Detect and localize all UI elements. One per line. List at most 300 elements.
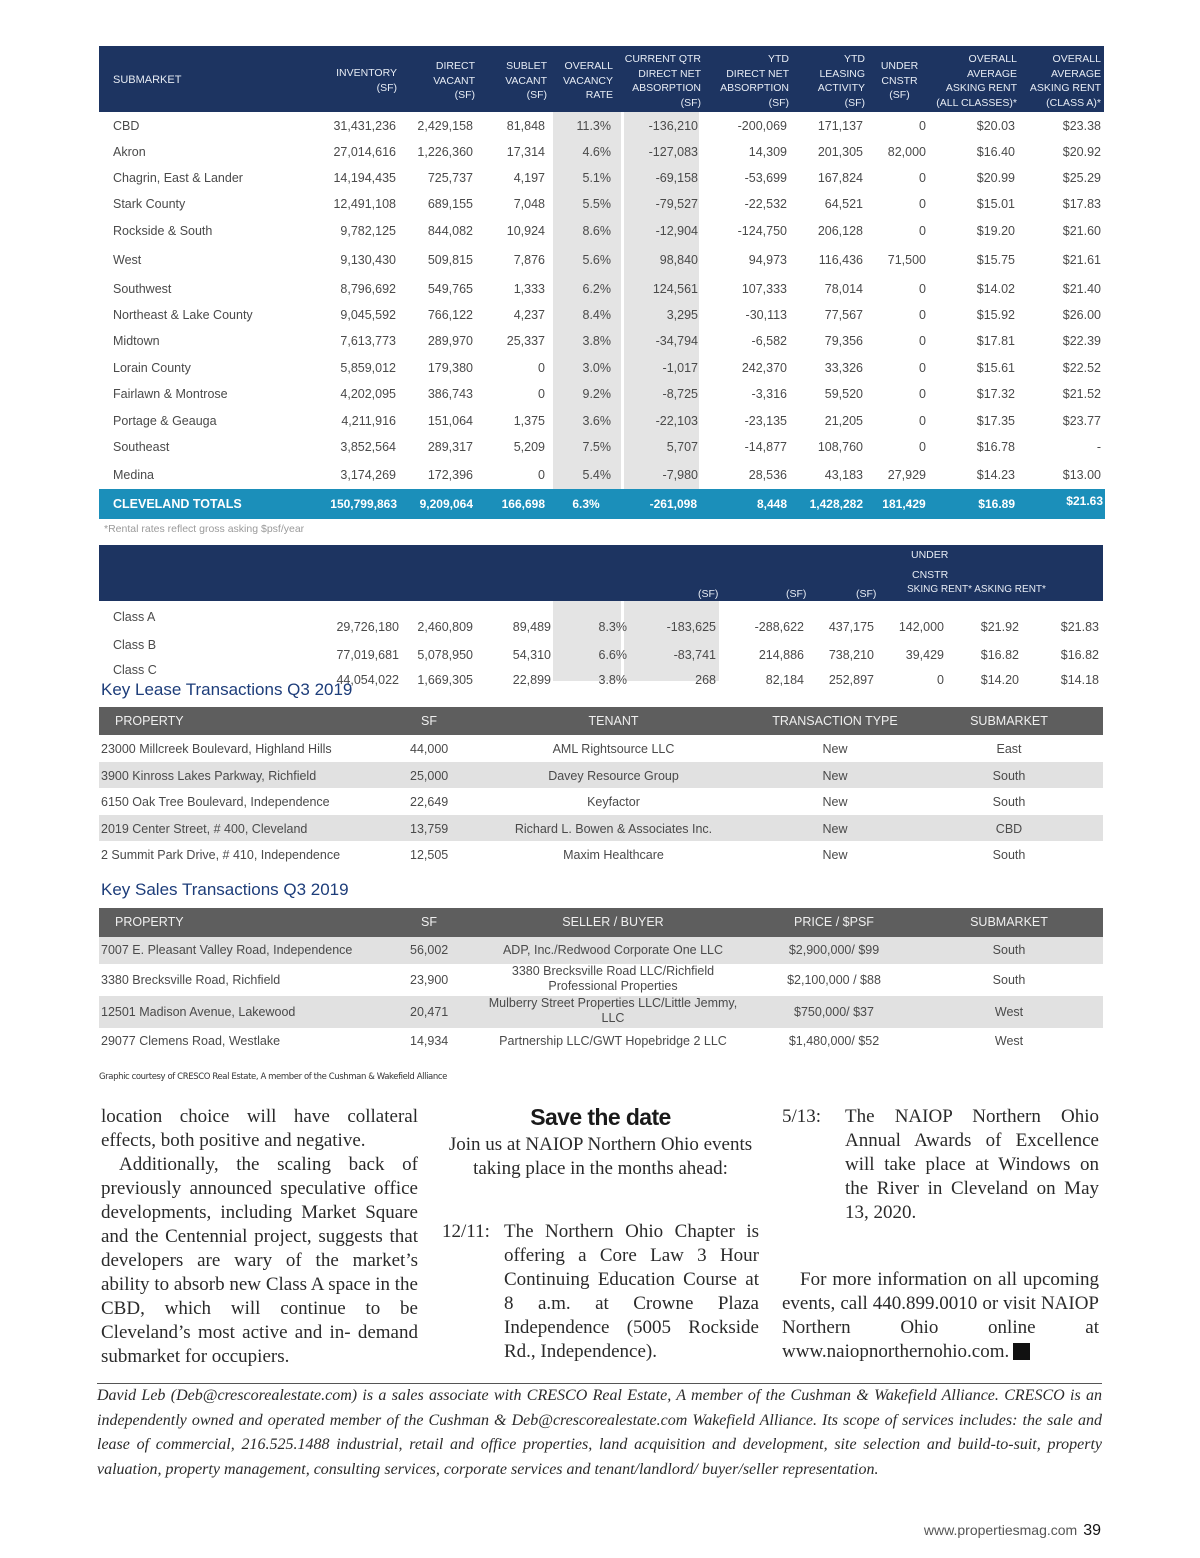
lease-row — [99, 762, 1103, 788]
sales-price: $2,900,000/ $99 — [788, 943, 880, 957]
submarket-under-cnstr: 82,000 — [887, 145, 926, 159]
lease-sf: 44,000 — [410, 742, 449, 756]
submarket-inventory: 7,613,773 — [340, 334, 396, 348]
class-name: Class A — [113, 610, 156, 624]
submarket-vacancy: 8.6% — [582, 224, 611, 238]
submarket-under-cnstr: 0 — [919, 387, 926, 401]
submarket-ytd-absorption: -23,135 — [744, 414, 787, 428]
submarket-rent-class-a: $17.83 — [1062, 197, 1101, 211]
submarket-under-cnstr: 0 — [919, 224, 926, 238]
submarket-rent-all: $20.99 — [976, 171, 1015, 185]
submarket-vacancy: 5.1% — [582, 171, 611, 185]
lease-type: New — [822, 795, 848, 809]
totals-rent-all: $16.89 — [978, 497, 1015, 511]
submarket-direct-vacant: 179,380 — [427, 361, 473, 375]
class-current-qtr: 268 — [695, 673, 716, 687]
lease-submarket: South — [992, 848, 1026, 862]
lease-type: New — [822, 848, 848, 862]
class-table-header — [99, 545, 1103, 601]
submarket-rent-class-a: $22.39 — [1062, 334, 1101, 348]
submarket-rent-class-a: $21.52 — [1062, 387, 1101, 401]
lease-sf: 22,649 — [410, 795, 449, 809]
lease-tenant: AML Rightsource LLC — [552, 742, 675, 756]
sales-seller-buyer: ADP, Inc./Redwood Corporate One LLC — [502, 943, 724, 957]
submarket-sublet-vacant: 81,848 — [506, 119, 545, 133]
lease-row — [99, 788, 1103, 814]
submarket-vacancy: 5.6% — [582, 253, 611, 267]
class-row — [99, 604, 1104, 634]
footer-url[interactable]: www.propertiesmag.com — [923, 1522, 1078, 1538]
submarket-ytd-leasing: 78,014 — [824, 282, 863, 296]
class-rent-class-a: $21.83 — [1060, 620, 1099, 634]
submarket-sublet-vacant: 4,237 — [513, 308, 545, 322]
submarket-rent-all: $14.23 — [976, 468, 1015, 482]
sales-header-price: PRICE / $PSF — [794, 915, 874, 929]
class-row — [99, 632, 1104, 662]
class-vacancy: 3.8% — [598, 673, 627, 687]
lease-table-header — [99, 707, 1103, 735]
header-inventory: INVENTORY (SF) — [336, 67, 397, 94]
lease-type: New — [822, 742, 848, 756]
sales-header-submarket: SUBMARKET — [970, 915, 1048, 929]
submarket-ytd-absorption: 14,309 — [748, 145, 787, 159]
submarket-row — [99, 218, 1104, 244]
submarket-ytd-leasing: 167,824 — [817, 171, 863, 185]
sales-table-header — [99, 908, 1103, 937]
submarket-inventory: 5,859,012 — [340, 361, 396, 375]
submarket-sublet-vacant: 7,048 — [513, 197, 545, 211]
submarket-row — [99, 408, 1104, 434]
submarket-name: Southwest — [113, 282, 172, 296]
submarket-current-qtr: -12,904 — [655, 224, 698, 238]
header-sublet-vacant: SUBLET VACANT (SF) — [505, 60, 547, 101]
article-column-left — [101, 1105, 418, 1369]
class-inventory: 29,726,180 — [336, 620, 399, 634]
submarket-sublet-vacant: 5,209 — [513, 440, 545, 454]
submarket-vacancy: 5.4% — [582, 468, 611, 482]
more-info-paragraph — [782, 1268, 1099, 1364]
submarket-sublet-vacant: 1,375 — [513, 414, 545, 428]
sales-row — [99, 996, 1103, 1028]
class-ytd-absorption: -288,622 — [754, 620, 804, 634]
submarket-ytd-leasing: 43,183 — [824, 468, 863, 482]
submarket-rent-class-a: $21.61 — [1062, 253, 1101, 267]
submarket-direct-vacant: 386,743 — [427, 387, 473, 401]
end-mark-icon: P — [1013, 1343, 1030, 1360]
header-under-cnstr: UNDER CNSTR (SF) — [880, 60, 919, 101]
submarket-ytd-absorption: -53,699 — [744, 171, 787, 185]
totals-row — [99, 489, 1105, 519]
submarket-rent-all: $15.61 — [976, 361, 1015, 375]
lease-sf: 25,000 — [410, 769, 449, 783]
submarket-sublet-vacant: 17,314 — [506, 145, 545, 159]
sales-row — [99, 964, 1103, 996]
submarket-name: Fairlawn & Montrose — [113, 387, 228, 401]
lease-sf: 12,505 — [410, 848, 449, 862]
header-direct-vacant: DIRECT VACANT (SF) — [433, 60, 475, 101]
totals-under-cnstr: 181,429 — [882, 497, 926, 511]
submarket-inventory: 12,491,108 — [333, 197, 396, 211]
submarket-inventory: 3,174,269 — [340, 468, 396, 482]
submarket-direct-vacant: 1,226,360 — [417, 145, 473, 159]
sales-property: 12501 Madison Avenue, Lakewood — [101, 1005, 296, 1019]
submarket-sublet-vacant: 1,333 — [513, 282, 545, 296]
submarket-ytd-leasing: 171,137 — [817, 119, 863, 133]
graphic-credit: Graphic courtesy of CRESCO Real Estate, A member of the Cushman & Wakefield Alliance — [99, 1072, 447, 1082]
submarket-rent-all: $17.32 — [976, 387, 1015, 401]
header-sf-2: (SF) — [786, 588, 807, 600]
class-current-qtr: -183,625 — [666, 620, 716, 634]
sales-header-seller-buyer: SELLER / BUYER — [562, 915, 664, 929]
submarket-inventory: 27,014,616 — [333, 145, 396, 159]
submarket-vacancy: 6.2% — [582, 282, 611, 296]
submarket-name: Stark County — [113, 197, 186, 211]
sales-property: 3380 Brecksville Road, Richfield — [101, 973, 281, 987]
sales-price: $1,480,000/ $52 — [788, 1034, 880, 1048]
submarket-inventory: 9,782,125 — [340, 224, 396, 238]
header-sf-3: (SF) — [856, 588, 877, 600]
class-rent-all: $16.82 — [980, 648, 1019, 662]
submarket-current-qtr: -1,017 — [662, 361, 698, 375]
submarket-inventory: 14,194,435 — [333, 171, 396, 185]
submarket-current-qtr: 5,707 — [666, 440, 698, 454]
class-vacancy: 6.6% — [598, 648, 627, 662]
class-direct-vacant: 2,460,809 — [417, 620, 473, 634]
submarket-rent-all: $17.81 — [976, 334, 1015, 348]
submarket-row — [99, 113, 1104, 139]
class-rent-all: $21.92 — [980, 620, 1019, 634]
submarket-rent-all: $14.02 — [976, 282, 1015, 296]
submarket-sublet-vacant: 4,197 — [513, 171, 545, 185]
class-under-cnstr: 0 — [937, 673, 944, 687]
submarket-row — [99, 302, 1104, 328]
lease-header-submarket: SUBMARKET — [970, 714, 1048, 728]
submarket-rent-class-a: $26.00 — [1062, 308, 1101, 322]
submarket-rent-all: $15.75 — [976, 253, 1015, 267]
submarket-inventory: 4,211,916 — [341, 414, 396, 428]
sales-property: 29077 Clemens Road, Westlake — [101, 1034, 281, 1048]
class-vacancy: 8.3% — [598, 620, 627, 634]
submarket-under-cnstr: 0 — [919, 334, 926, 348]
submarket-row — [99, 381, 1104, 407]
submarket-row — [99, 139, 1104, 165]
submarket-ytd-absorption: 242,370 — [741, 361, 787, 375]
submarket-row — [99, 355, 1104, 381]
lease-property: 3900 Kinross Lakes Parkway, Richfield — [101, 769, 317, 783]
submarket-vacancy: 9.2% — [582, 387, 611, 401]
submarket-row — [99, 434, 1104, 460]
class-sublet-vacant: 89,489 — [512, 620, 551, 634]
sales-submarket: West — [994, 1034, 1024, 1048]
submarket-under-cnstr: 0 — [919, 308, 926, 322]
submarket-ytd-absorption: -124,750 — [737, 224, 787, 238]
submarket-direct-vacant: 509,815 — [427, 253, 473, 267]
submarket-current-qtr: 124,561 — [652, 282, 698, 296]
submarket-current-qtr: -7,980 — [662, 468, 698, 482]
submarket-row — [99, 165, 1104, 191]
header-rent-class-a: OVERALL AVERAGE ASKING RENT (CLASS A)* — [1029, 53, 1101, 109]
submarket-ytd-absorption: 107,333 — [741, 282, 787, 296]
sales-seller-buyer: 3380 Brecksville Road LLC/Richfield Professional Properties — [511, 964, 715, 993]
class-inventory: 44,054,022 — [336, 673, 399, 687]
class-direct-vacant: 5,078,950 — [417, 648, 473, 662]
event-item-2 — [782, 1105, 1099, 1235]
submarket-direct-vacant: 289,317 — [427, 440, 473, 454]
class-ytd-absorption: 214,886 — [758, 648, 804, 662]
lease-tenant: Maxim Healthcare — [563, 848, 664, 862]
submarket-sublet-vacant: 25,337 — [506, 334, 545, 348]
lease-row — [99, 815, 1103, 841]
header-ytd-absorption: YTD DIRECT NET ABSORPTION (SF) — [720, 53, 789, 109]
class-rent-class-a: $14.18 — [1060, 673, 1099, 687]
totals-ytd-absorption: 8,448 — [756, 497, 787, 511]
submarket-ytd-absorption: -14,877 — [744, 440, 787, 454]
article-paragraph-2: Additionally, the scaling back of previously announced speculative office developments, including Market Square and the Centennial project, suggests that developers are wary of the market’s ability to absorb new Class A space in the CBD, which will continue to be Cleveland’s most active and in- demand submarket for occupiers. — [101, 1154, 418, 1367]
header-ytd-leasing: YTD LEASING ACTIVITY (SF) — [817, 53, 865, 109]
submarket-direct-vacant: 549,765 — [427, 282, 473, 296]
sales-sf: 14,934 — [410, 1034, 449, 1048]
submarket-inventory: 31,431,236 — [333, 119, 396, 133]
submarket-rent-all: $20.03 — [976, 119, 1015, 133]
class-current-qtr: -83,741 — [673, 648, 716, 662]
submarket-name: Northeast & Lake County — [113, 308, 253, 322]
submarket-current-qtr: -22,103 — [655, 414, 698, 428]
save-the-date-intro: Join us at NAIOP Northern Ohio events taking place in the months ahead: — [448, 1134, 753, 1179]
submarket-inventory: 9,045,592 — [340, 308, 396, 322]
rent-footnote: *Rental rates reflect gross asking $psf/year — [104, 523, 305, 535]
class-ytd-leasing: 738,210 — [828, 648, 874, 662]
save-the-date-title: Save the date — [530, 1104, 671, 1130]
lease-submarket: CBD — [995, 822, 1023, 836]
class-rent-class-a: $16.82 — [1060, 648, 1099, 662]
totals-current-qtr: -261,098 — [649, 497, 697, 511]
header-under: UNDER — [911, 549, 949, 561]
lease-submarket: East — [996, 742, 1022, 756]
submarket-under-cnstr: 0 — [919, 171, 926, 185]
class-direct-vacant: 1,669,305 — [417, 673, 473, 687]
event-2-text: The NAIOP Northern Ohio Annual Awards of Excellence will take place at Windows on the River in Cleveland on May 13, 2020. — [845, 1106, 1099, 1223]
totals-direct-vacant: 9,209,064 — [419, 497, 473, 511]
class-name: Class B — [113, 638, 157, 652]
submarket-rent-class-a: $23.38 — [1062, 119, 1101, 133]
class-inventory: 77,019,681 — [336, 648, 399, 662]
lease-tenant: Richard L. Bowen & Associates Inc. — [514, 822, 713, 836]
header-asking-rent: SKING RENT* ASKING RENT* — [907, 584, 1046, 595]
submarket-rent-class-a: $13.00 — [1062, 468, 1101, 482]
lease-header-sf: SF — [421, 714, 437, 728]
lease-property: 6150 Oak Tree Boulevard, Independence — [101, 795, 330, 809]
event-item-1 — [442, 1220, 759, 1370]
totals-inventory: 150,799,863 — [330, 497, 397, 511]
class-sublet-vacant: 54,310 — [512, 648, 551, 662]
event-1-text: The Northern Ohio Chapter is offering a Core Law 3 Hour Continuing Education Course at 8 a.m. at Crowne Plaza Independence (5005 Rockside Rd., Independence). — [504, 1221, 759, 1362]
sales-submarket: South — [992, 973, 1026, 987]
header-current-qtr: CURRENT QTR DIRECT NET ABSORPTION (SF) — [624, 53, 701, 109]
market-table-header — [99, 46, 1104, 112]
lease-submarket: South — [992, 769, 1026, 783]
submarket-vacancy: 7.5% — [582, 440, 611, 454]
lease-section-title: Key Lease Transactions Q3 2019 — [101, 680, 353, 699]
submarket-vacancy: 8.4% — [582, 308, 611, 322]
sales-sf: 20,471 — [410, 1005, 449, 1019]
sales-seller-buyer: Mulberry Street Properties LLC/Little Jemmy, LLC — [488, 996, 738, 1025]
submarket-rent-class-a: $25.29 — [1062, 171, 1101, 185]
event-1-date: 12/11: — [442, 1221, 490, 1242]
submarket-rent-class-a: $20.92 — [1062, 145, 1101, 159]
header-overall-vacancy: OVERALL VACANCY RATE — [563, 60, 613, 101]
submarket-inventory: 8,796,692 — [340, 282, 396, 296]
lease-header-type: TRANSACTION TYPE — [772, 714, 898, 728]
submarket-ytd-absorption: 94,973 — [748, 253, 787, 267]
submarket-rent-class-a: $23.77 — [1062, 414, 1101, 428]
submarket-current-qtr: -69,158 — [655, 171, 698, 185]
totals-vacancy: 6.3% — [572, 497, 600, 511]
event-2-date: 5/13: — [782, 1106, 822, 1127]
submarket-name: Chagrin, East & Lander — [113, 171, 243, 185]
submarket-rent-class-a: $22.52 — [1062, 361, 1101, 375]
article-paragraph-1: location choice will have collateral effects, both positive and negative. — [101, 1106, 418, 1151]
submarket-ytd-absorption: 28,536 — [748, 468, 787, 482]
submarket-name: CBD — [113, 119, 140, 133]
submarket-row — [99, 328, 1104, 354]
sales-submarket: South — [992, 943, 1026, 957]
submarket-current-qtr: -8,725 — [662, 387, 698, 401]
submarket-under-cnstr: 0 — [919, 197, 926, 211]
submarket-rent-class-a: $21.40 — [1062, 282, 1101, 296]
submarket-direct-vacant: 725,737 — [427, 171, 473, 185]
lease-type: New — [822, 822, 848, 836]
submarket-vacancy: 11.3% — [576, 119, 611, 133]
lease-row — [99, 735, 1103, 761]
submarket-current-qtr: -127,083 — [648, 145, 698, 159]
submarket-rent-all: $16.40 — [976, 145, 1015, 159]
submarket-ytd-leasing: 79,356 — [824, 334, 863, 348]
sales-header-sf: SF — [421, 915, 437, 929]
lease-submarket: South — [992, 795, 1026, 809]
submarket-direct-vacant: 172,396 — [427, 468, 473, 482]
submarket-under-cnstr: 0 — [919, 282, 926, 296]
page-number: 39 — [1083, 1522, 1101, 1539]
submarket-ytd-absorption: -6,582 — [751, 334, 787, 348]
submarket-ytd-leasing: 77,567 — [824, 308, 863, 322]
submarket-row — [99, 191, 1104, 217]
submarket-under-cnstr: 71,500 — [887, 253, 926, 267]
submarket-direct-vacant: 689,155 — [427, 197, 473, 211]
submarket-ytd-absorption: -200,069 — [737, 119, 787, 133]
sales-price: $2,100,000 / $88 — [787, 973, 881, 987]
submarket-row — [99, 276, 1104, 302]
sales-section-title: Key Sales Transactions Q3 2019 — [101, 880, 349, 899]
lease-header-tenant: TENANT — [588, 714, 639, 728]
submarket-under-cnstr: 27,929 — [887, 468, 926, 482]
submarket-sublet-vacant: 0 — [538, 361, 545, 375]
submarket-vacancy: 3.8% — [582, 334, 611, 348]
class-ytd-leasing: 252,897 — [828, 673, 874, 687]
class-ytd-absorption: 82,184 — [765, 673, 804, 687]
submarket-ytd-leasing: 206,128 — [817, 224, 863, 238]
submarket-vacancy: 3.0% — [582, 361, 611, 375]
submarket-inventory: 3,852,564 — [340, 440, 396, 454]
submarket-ytd-leasing: 21,205 — [824, 414, 863, 428]
class-ytd-leasing: 437,175 — [828, 620, 874, 634]
submarket-name: Midtown — [113, 334, 160, 348]
sales-price: $750,000/ $37 — [794, 1005, 874, 1019]
class-under-cnstr: 142,000 — [898, 620, 944, 634]
submarket-row — [99, 247, 1104, 273]
sales-submarket: West — [994, 1005, 1024, 1019]
lease-tenant: Davey Resource Group — [548, 769, 679, 783]
submarket-sublet-vacant: 7,876 — [513, 253, 545, 267]
class-sublet-vacant: 22,899 — [512, 673, 551, 687]
lease-header-property: PROPERTY — [115, 714, 184, 728]
submarket-name: West — [113, 253, 142, 267]
submarket-vacancy: 4.6% — [582, 145, 611, 159]
submarket-rent-all: $15.92 — [976, 308, 1015, 322]
lease-property: 2019 Center Street, # 400, Cleveland — [101, 822, 308, 836]
class-name: Class C — [113, 663, 157, 677]
submarket-name: Portage & Geauga — [113, 414, 217, 428]
sales-row — [99, 937, 1103, 964]
header-sf-1: (SF) — [698, 588, 719, 600]
lease-property: 23000 Millcreek Boulevard, Highland Hills — [101, 742, 332, 756]
totals-label: CLEVELAND TOTALS — [113, 497, 242, 511]
submarket-vacancy: 5.5% — [582, 197, 611, 211]
submarket-ytd-leasing: 59,520 — [824, 387, 863, 401]
submarket-sublet-vacant: 0 — [538, 387, 545, 401]
submarket-inventory: 9,130,430 — [340, 253, 396, 267]
submarket-current-qtr: -34,794 — [655, 334, 698, 348]
submarket-rent-all: $15.01 — [976, 197, 1015, 211]
submarket-ytd-absorption: -22,532 — [744, 197, 787, 211]
submarket-sublet-vacant: 0 — [538, 468, 545, 482]
sales-sf: 23,900 — [410, 973, 449, 987]
submarket-under-cnstr: 0 — [919, 414, 926, 428]
submarket-name: Rockside & South — [113, 224, 213, 238]
lease-property: 2 Summit Park Drive, # 410, Independence — [101, 848, 341, 862]
sales-row — [99, 1028, 1103, 1055]
submarket-under-cnstr: 0 — [919, 361, 926, 375]
submarket-under-cnstr: 0 — [919, 119, 926, 133]
submarket-sublet-vacant: 10,924 — [506, 224, 545, 238]
lease-row — [99, 841, 1103, 867]
header-rent-all: OVERALL AVERAGE ASKING RENT (ALL CLASSES)* — [936, 53, 1017, 109]
sales-header-property: PROPERTY — [115, 915, 184, 929]
submarket-ytd-absorption: -3,316 — [751, 387, 787, 401]
submarket-rent-class-a: $21.60 — [1062, 224, 1101, 238]
submarket-current-qtr: 3,295 — [666, 308, 698, 322]
lease-sf: 13,759 — [410, 822, 449, 836]
totals-rent-class-a: $21.63 — [1066, 494, 1103, 508]
submarket-current-qtr: -136,210 — [648, 119, 698, 133]
sales-seller-buyer: Partnership LLC/GWT Hopebridge 2 LLC — [499, 1034, 727, 1048]
submarket-rent-all: $17.35 — [976, 414, 1015, 428]
totals-ytd-leasing: 1,428,282 — [809, 497, 863, 511]
totals-sublet-vacant: 166,698 — [501, 497, 545, 511]
submarket-direct-vacant: 289,970 — [427, 334, 473, 348]
header-submarket: SUBMARKET — [113, 74, 182, 86]
submarket-ytd-leasing: 64,521 — [824, 197, 863, 211]
submarket-inventory: 4,202,095 — [340, 387, 396, 401]
header-cnstr: CNSTR — [912, 569, 949, 581]
submarket-ytd-absorption: -30,113 — [745, 308, 787, 322]
submarket-rent-class-a: - — [1096, 440, 1101, 454]
submarket-name: Medina — [113, 468, 154, 482]
submarket-direct-vacant: 151,064 — [427, 414, 473, 428]
page-footer — [924, 1522, 1101, 1540]
lease-tenant: Keyfactor — [587, 795, 640, 809]
submarket-rent-all: $19.20 — [976, 224, 1015, 238]
submarket-vacancy: 3.6% — [582, 414, 611, 428]
